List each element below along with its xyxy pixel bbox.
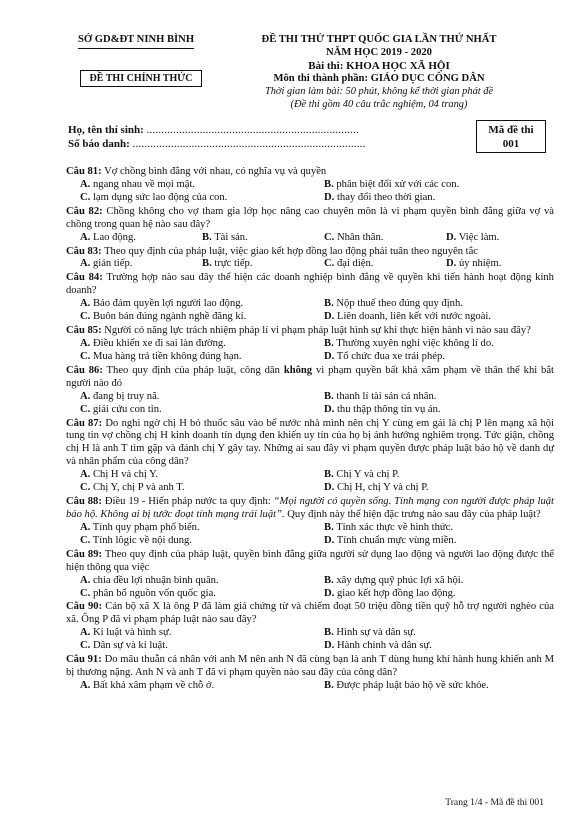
department-name: SỞ GD&ĐT NINH BÌNH <box>78 34 194 49</box>
option-text: xây dựng quỹ phúc lợi xã hội. <box>336 574 464 586</box>
option-letter: A. <box>80 679 91 691</box>
answer-options <box>66 627 554 653</box>
option-text: trực tiếp. <box>214 258 253 270</box>
option-text: phân bổ nguồn vốn quốc gia. <box>92 587 216 599</box>
option-text: Tính quy phạm phổ biến. <box>92 521 200 533</box>
question-item <box>66 418 554 496</box>
answer-option <box>66 627 310 640</box>
option-text: đang bị truy nã. <box>92 390 160 402</box>
answer-option <box>66 338 310 351</box>
option-text: ngang nhau về mọi mặt. <box>92 178 196 190</box>
answer-option <box>66 640 310 653</box>
option-text: ủy nhiệm. <box>458 258 502 270</box>
option-letter: C. <box>324 231 335 243</box>
student-id-label: Số báo danh: <box>68 138 130 150</box>
answer-option <box>310 338 554 351</box>
question-number: Câu 90: <box>66 601 103 613</box>
page-footer: Trang 1/4 - Mã đề thi 001 <box>445 797 544 809</box>
answer-options <box>66 469 554 495</box>
answer-option <box>66 258 188 271</box>
option-text: Được pháp luật bảo hộ về sức khỏe. <box>336 679 489 691</box>
question-text: Theo quy định của pháp luật, công dân <box>106 364 280 376</box>
question-list <box>66 166 554 694</box>
option-text: Hình sự và dân sự. <box>336 627 416 639</box>
answer-option <box>432 232 554 245</box>
option-letter: D. <box>324 191 335 203</box>
option-text: chia đều lợi nhuận bình quân. <box>92 574 219 586</box>
option-letter: A. <box>80 627 91 639</box>
option-text: Chị H, chị Y và chị P. <box>336 482 429 494</box>
student-name-field: ........................................................................ <box>146 124 359 136</box>
answer-option <box>310 522 554 535</box>
option-text: Buôn bán đúng ngành nghề đăng kí. <box>92 311 247 323</box>
option-letter: A. <box>80 258 91 270</box>
option-text: Việc làm. <box>458 231 500 243</box>
exam-component: Môn thi thành phần: GIÁO DỤC CÔNG DÂN <box>273 73 485 85</box>
option-text: gián tiếp. <box>92 258 133 270</box>
question-item <box>66 166 554 205</box>
option-letter: B. <box>324 679 334 691</box>
question-text: Điều 19 - Hiến pháp nước ta quy định: <box>104 496 271 508</box>
question-text: Người có năng lực trách nhiệm pháp lí vi phạm pháp luật hình sự khi thực hiện hành vi nào sau đây? <box>104 325 531 337</box>
question-stem <box>66 272 554 298</box>
answer-option <box>66 179 310 192</box>
question-stem <box>66 418 554 470</box>
answer-option <box>66 232 188 245</box>
option-letter: D. <box>324 311 335 323</box>
exam-code-box <box>476 120 546 153</box>
question-number: Câu 91: <box>66 654 102 666</box>
option-letter: D. <box>324 587 335 599</box>
answer-option <box>66 680 310 693</box>
option-letter: D. <box>324 403 335 415</box>
option-letter: C. <box>80 587 91 599</box>
option-text: Mua hàng trả tiền không đúng hạn. <box>92 350 242 362</box>
option-letter: B. <box>324 337 334 349</box>
option-letter: A. <box>80 574 91 586</box>
answer-option <box>310 680 554 693</box>
answer-option <box>310 232 432 245</box>
answer-option <box>66 404 310 417</box>
option-text: Tính xác thực về hình thức. <box>336 521 453 533</box>
option-letter: A. <box>80 390 91 402</box>
answer-option <box>310 391 554 404</box>
option-letter: A. <box>80 521 91 533</box>
question-item <box>66 365 554 417</box>
question-text: Do mâu thuẫn cá nhân với anh M nên anh N đã cùng bạn là anh T dùng hung khí hành hung khiến anh M bị thương nặng. Anh N và anh T đã vi phạm quyền nào sau đây của công dân? <box>66 654 554 679</box>
option-letter: C. <box>324 258 335 270</box>
answer-option <box>188 232 310 245</box>
answer-options <box>66 298 554 324</box>
answer-option <box>310 192 554 205</box>
answer-option <box>310 575 554 588</box>
answer-option <box>310 298 554 311</box>
question-number: Câu 82: <box>66 205 103 217</box>
answer-option <box>66 482 310 495</box>
answer-option <box>66 311 310 324</box>
exam-title: ĐỀ THI THỬ THPT QUỐC GIA LẦN THỨ NHẤT <box>261 34 497 45</box>
option-letter: B. <box>202 258 212 270</box>
option-text: Chị Y, chị P và anh T. <box>92 482 185 494</box>
answer-option <box>310 311 554 324</box>
option-text: Kỉ luật và hình sự. <box>92 627 172 639</box>
option-letter: B. <box>202 231 212 243</box>
question-number: Câu 87: <box>66 417 103 429</box>
question-item <box>66 549 554 601</box>
question-item <box>66 272 554 324</box>
question-text: Do nghi ngờ chị H bỏ thuốc sâu vào bể nước nhà mình nên chị Y cùng em gái là chị P lên mạng xã hội tung tin vợ chồng chị H kinh doanh tín dụng đen khiến uy tín của họ bị ảnh hưởng nghiêm trọng. Tức giận, chồng chị H là anh T tìm gặp và đánh chị Y gây tay. Những ai sau đây vi phạm quyền được pháp luật bảo hộ về danh dự và nhân phẩm của công dân? <box>66 417 555 468</box>
question-text: Chồng không cho vợ tham gia lớp học nâng cao chuyên môn là vi phạm quyền bình đẳng giữa vợ và chồng trong quan hệ nào sau đây? <box>66 205 555 230</box>
question-item <box>66 654 554 693</box>
question-stem <box>66 166 554 179</box>
answer-option <box>66 391 310 404</box>
option-text: Bảo đảm quyền lợi người lao động. <box>92 298 244 310</box>
option-text: Thường xuyên nghỉ việc không lí do. <box>336 337 494 349</box>
question-number: Câu 88: <box>66 496 102 508</box>
answer-option <box>310 627 554 640</box>
exam-title-block <box>236 34 522 112</box>
option-letter: C. <box>80 640 91 652</box>
option-letter: C. <box>80 482 91 494</box>
answer-option <box>310 535 554 548</box>
option-text: Liên doanh, liên kết với nước ngoài. <box>336 311 492 323</box>
question-stem <box>66 206 554 232</box>
answer-options <box>66 522 554 548</box>
question-text: “Mọi người có quyền sống. Tính mạng con người được pháp luật bảo hộ. Không ai bị tước đoạt tính mạng trái luật”. <box>66 496 554 520</box>
question-text: Trường hợp nào sau đây thể hiện các doanh nghiệp bình đẳng về quyền khi tiến hành hoạt động kinh doanh? <box>66 272 554 297</box>
option-letter: A. <box>80 178 91 190</box>
answer-options <box>66 575 554 601</box>
option-text: Chị H và chị Y. <box>92 469 158 481</box>
option-text: lạm dụng sức lao động của con. <box>92 191 228 203</box>
option-letter: D. <box>324 534 335 546</box>
option-letter: C. <box>80 534 91 546</box>
answer-option <box>66 469 310 482</box>
answer-option <box>310 179 554 192</box>
answer-options <box>66 232 554 245</box>
answer-option <box>432 258 554 271</box>
question-stem <box>66 496 554 522</box>
exam-subject: Bài thi: KHOA HỌC XÃ HỘI <box>308 59 450 72</box>
option-letter: D. <box>324 482 335 494</box>
option-letter: B. <box>324 521 334 533</box>
answer-option <box>310 351 554 364</box>
option-text: Dân sự và kỉ luật. <box>92 640 168 652</box>
question-stem <box>66 654 554 680</box>
option-letter: A. <box>80 337 91 349</box>
option-text: Tổ chức đua xe trái phép. <box>336 350 445 362</box>
question-text: Quy định này thể hiện đặc trưng nào sau đây của pháp luật? <box>287 508 541 520</box>
question-stem <box>66 325 554 338</box>
option-letter: D. <box>324 640 335 652</box>
option-text: Hành chính và dân sự. <box>336 640 432 652</box>
option-letter: B. <box>324 298 334 310</box>
option-letter: A. <box>80 231 91 243</box>
question-stem <box>66 246 554 259</box>
option-text: thu thập thông tin vụ án. <box>336 403 441 415</box>
option-letter: B. <box>324 178 334 190</box>
answer-option <box>310 640 554 653</box>
option-text: Tài sản. <box>214 231 248 243</box>
exam-code-value: 001 <box>502 138 520 150</box>
option-letter: A. <box>80 298 91 310</box>
question-count-note: (Đề thi gồm 40 câu trắc nghiệm, 04 trang) <box>290 98 468 110</box>
answer-option <box>66 522 310 535</box>
question-stem <box>66 365 554 391</box>
school-year: NĂM HỌC 2019 - 2020 <box>326 46 432 58</box>
student-id-row <box>68 138 468 152</box>
option-text: Chị Y và chị P. <box>336 469 400 481</box>
student-name-label: Họ, tên thí sinh: <box>68 124 144 136</box>
option-letter: A. <box>80 469 91 481</box>
question-text: Theo quy định của pháp luật, việc giao kết hợp đồng lao động phải tuân theo nguyên tắc <box>104 245 479 257</box>
option-text: Tính chuẩn mực vùng miền. <box>336 534 457 546</box>
option-letter: C. <box>80 191 91 203</box>
answer-option <box>310 588 554 601</box>
option-letter: D. <box>446 258 457 270</box>
official-exam-label: ĐỀ THI CHÍNH THỨC <box>80 70 202 87</box>
option-letter: B. <box>324 390 334 402</box>
question-item <box>66 496 554 548</box>
option-text: Tính lôgic về nội dung. <box>92 534 192 546</box>
exam-code-label: Mã đề thi <box>488 124 534 136</box>
answer-options <box>66 391 554 417</box>
answer-options <box>66 680 554 693</box>
option-letter: B. <box>324 574 334 586</box>
exam-header <box>0 34 586 124</box>
option-text: Lao động. <box>92 231 136 243</box>
time-note: Thời gian làm bài: 50 phút, không kể thời gian phát đề <box>264 86 494 98</box>
option-letter: D. <box>446 231 457 243</box>
student-name-row <box>68 124 468 138</box>
answer-option <box>310 469 554 482</box>
question-text: Vợ chồng bình đẳng với nhau, có nghĩa vụ và quyền <box>104 166 327 177</box>
question-number: Câu 84: <box>66 272 103 284</box>
option-text: giải cứu con tin. <box>92 403 162 415</box>
option-text: Điều khiển xe đi sai làn đường. <box>92 337 226 349</box>
option-letter: D. <box>324 350 335 362</box>
answer-options <box>66 179 554 205</box>
question-item <box>66 325 554 364</box>
question-stem <box>66 601 554 627</box>
option-text: giao kết hợp đồng lao động. <box>336 587 456 599</box>
student-id-field: ............................................................................... <box>132 138 366 150</box>
answer-option <box>310 482 554 495</box>
option-letter: C. <box>80 403 91 415</box>
question-number: Câu 83: <box>66 245 102 257</box>
answer-options <box>66 338 554 364</box>
student-info <box>68 124 468 152</box>
answer-option <box>66 575 310 588</box>
answer-option <box>66 351 310 364</box>
question-number: Câu 86: <box>66 364 103 376</box>
option-text: Bất khả xâm phạm về chỗ ở. <box>92 679 215 691</box>
question-item <box>66 601 554 653</box>
answer-options <box>66 258 554 271</box>
option-text: Nộp thuế theo đúng quy định. <box>336 298 463 310</box>
option-letter: B. <box>324 469 334 481</box>
question-text: Cán bộ xã X là ông P đã làm giả chứng từ và chiếm đoạt 50 triệu đồng tiền quỹ hỗ trợ người nghèo của xã. Ông P đã vi phạm pháp luật nào sau đây? <box>66 601 555 626</box>
answer-option <box>310 404 554 417</box>
option-text: thay đổi theo thời gian. <box>336 191 436 203</box>
question-item <box>66 246 554 272</box>
answer-option <box>66 588 310 601</box>
question-text: vi phạm quyền bất khả xâm phạm về thân thể khi bắt người nào đó <box>66 364 555 389</box>
question-text: Theo quy định của pháp luật, quyền bình đẳng giữa người sử dụng lao động và người lao động được thể hiện thông qua việc <box>66 548 554 573</box>
answer-option <box>66 192 310 205</box>
option-letter: C. <box>80 311 91 323</box>
question-number: Câu 89: <box>66 548 103 560</box>
question-number: Câu 85: <box>66 325 102 337</box>
answer-option <box>310 258 432 271</box>
option-letter: C. <box>80 350 91 362</box>
question-stem <box>66 549 554 575</box>
question-number: Câu 81: <box>66 166 102 177</box>
question-text: không <box>283 364 313 376</box>
answer-option <box>66 298 310 311</box>
answer-option <box>188 258 310 271</box>
option-text: Nhân thân. <box>336 231 384 243</box>
question-item <box>66 206 554 245</box>
answer-option <box>66 535 310 548</box>
option-text: thanh lí tài sản cá nhân. <box>336 390 437 402</box>
option-text: phân biệt đối xử với các con. <box>336 178 460 190</box>
option-letter: B. <box>324 627 334 639</box>
option-text: đại diện. <box>336 258 374 270</box>
